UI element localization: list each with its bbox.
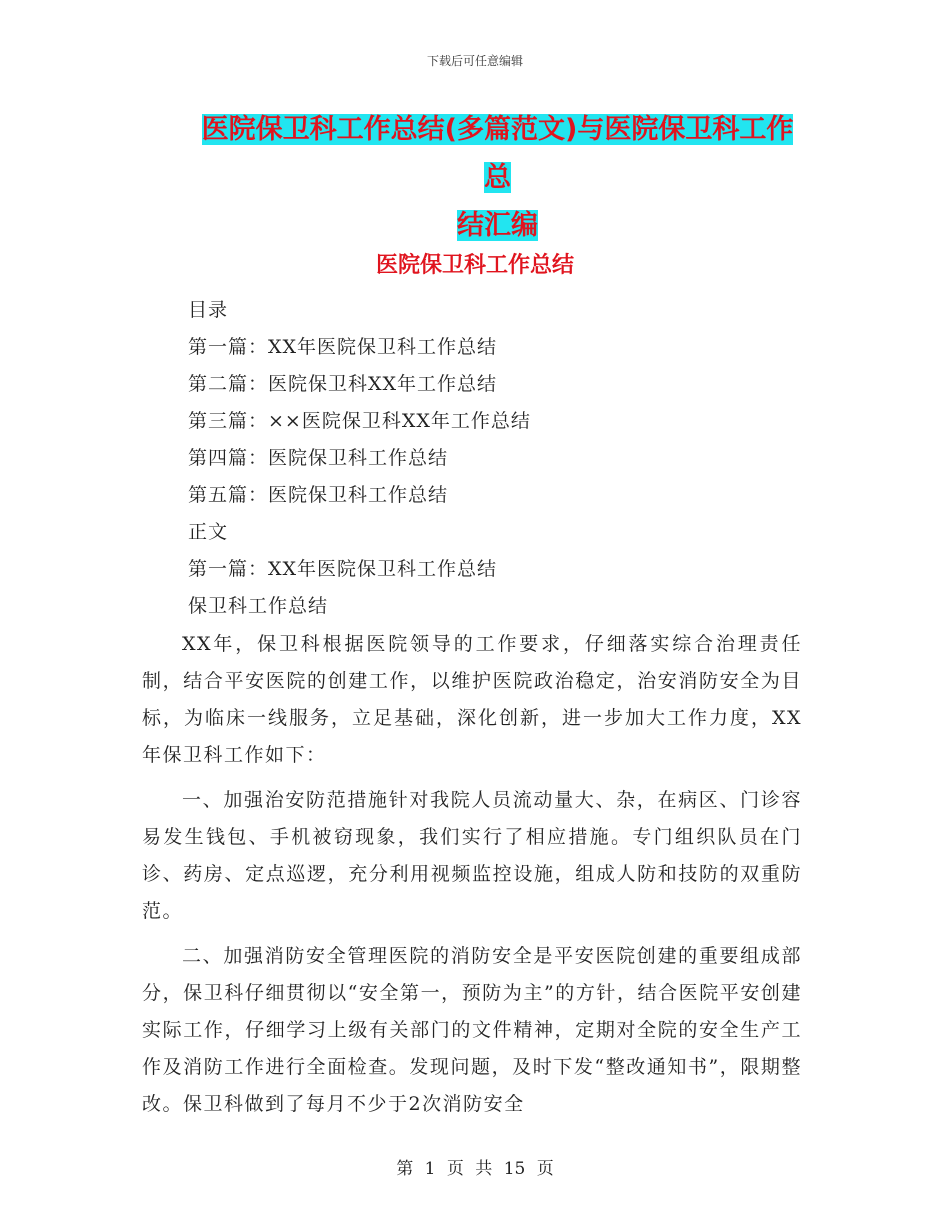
chapter-heading: 第一篇：XX年医院保卫科工作总结 <box>188 558 498 580</box>
document-title <box>190 106 805 250</box>
toc-item: 第四篇：医院保卫科工作总结 <box>188 447 449 469</box>
page-footer: 第 1 页 共 15 页 <box>396 1159 554 1179</box>
toc-item: 第五篇：医院保卫科工作总结 <box>188 484 449 506</box>
paragraph: 一、加强治安防范措施针对我院人员流动量大、杂，在病区、门诊容易发生钱包、手机被窃现象，我们实行了相应措施。专门组织队员在门诊、药房、定点巡逻，充分利用视频监控设施，组成人防和技防的双重防范。 <box>142 789 802 922</box>
toc-item: 第一篇：XX年医院保卫科工作总结 <box>188 336 498 358</box>
toc-heading: 目录 <box>188 299 229 321</box>
section-heading: 保卫科工作总结 <box>188 595 329 617</box>
document-title-line2: 结汇编 <box>457 210 538 241</box>
toc-item: 第三篇：××医院保卫科XX年工作总结 <box>188 410 531 432</box>
document-title-line1: 医院保卫科工作总结(多篇范文)与医院保卫科工作总 <box>201 114 794 193</box>
paragraph: 二、加强消防安全管理医院的消防安全是平安医院创建的重要组成部分，保卫科仔细贯彻以“安全第一，预防为主”的方针，结合医院平安创建实际工作，仔细学习上级有关部门的文件精神，定期对全院的安全生产工作及消防工作进行全面检查。发现问题，及时下发“整改通知书”，限期整改。保卫科做到了每月不少于2次消防安全 <box>142 945 802 1115</box>
body-text <box>142 626 802 1123</box>
toc-item: 第二篇：医院保卫科XX年工作总结 <box>188 373 498 395</box>
body-heading: 正文 <box>188 521 229 543</box>
table-of-contents <box>188 292 531 625</box>
section-title: 医院保卫科工作总结 <box>375 253 574 278</box>
header-note: 下载后可任意编辑 <box>426 54 523 68</box>
paragraph: XX年，保卫科根据医院领导的工作要求，仔细落实综合治理责任制，结合平安医院的创建工作，以维护医院政治稳定，治安消防安全为目标，为临床一线服务，立足基础，深化创新，进一步加大工作力度，XX年保卫科工作如下： <box>142 633 802 766</box>
